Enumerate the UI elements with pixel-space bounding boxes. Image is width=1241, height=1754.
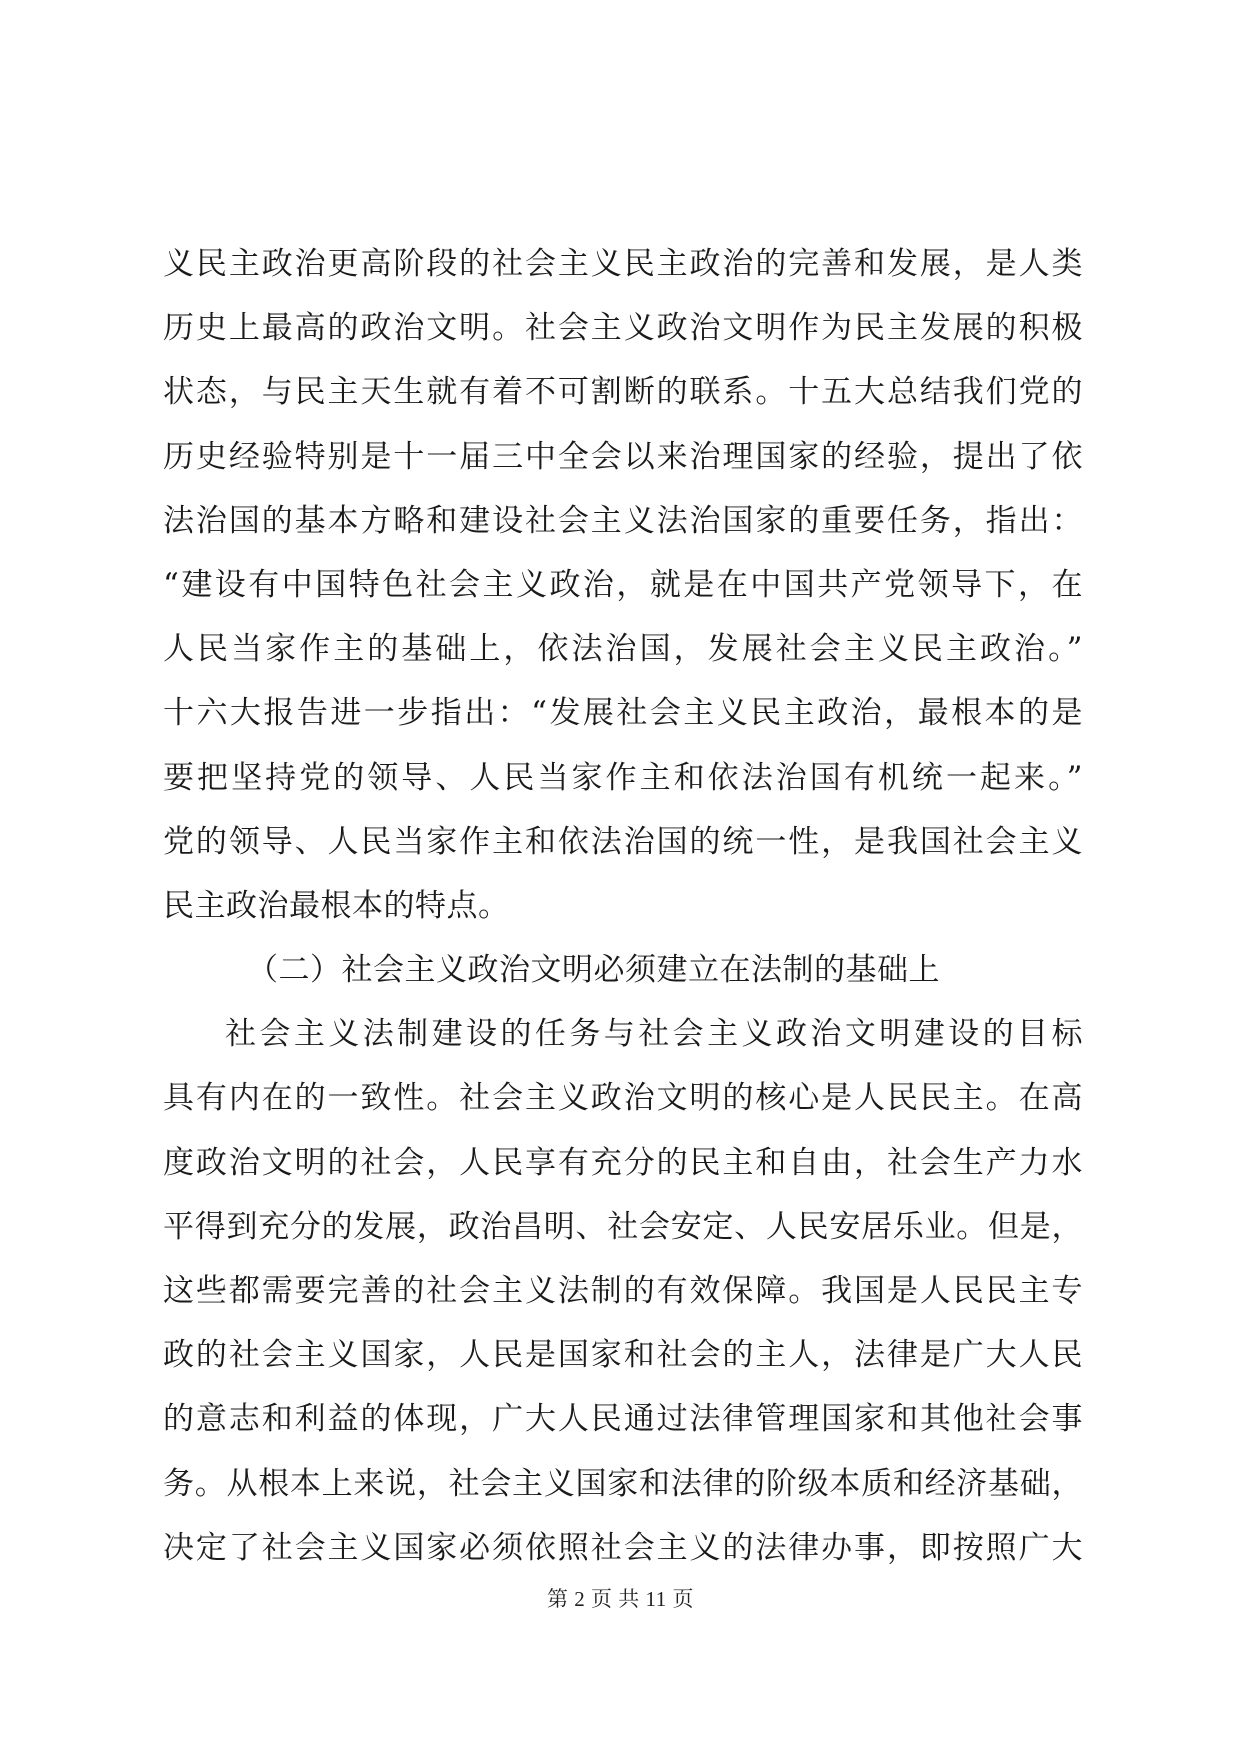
section-heading: （二）社会主义政治文明必须建立在法制的基础上 (247, 952, 940, 989)
paragraph2-line-9: 决定了社会主义国家必须依照社会主义的法律办事，即按照广大 (163, 1529, 1083, 1566)
paragraph2-line-2: 具有内在的一致性。社会主义政治文明的核心是人民民主。在高 (163, 1080, 1083, 1117)
paragraph-line-6: “建设有中国特色社会主义政治，就是在中国共产党领导下，在 (163, 566, 1083, 603)
paragraph-line-9: 要把坚持党的领导、人民当家作主和依法治国有机统一起来。” (163, 759, 1083, 796)
paragraph2-line-8: 务。从根本上来说，社会主义国家和法律的阶级本质和经济基础， (163, 1465, 1083, 1502)
paragraph2-line-4: 平得到充分的发展，政治昌明、社会安定、人民安居乐业。但是， (163, 1208, 1083, 1245)
paragraph-line-10: 党的领导、人民当家作主和依法治国的统一性，是我国社会主义 (163, 823, 1083, 860)
paragraph-line-3: 状态，与民主天生就有着不可割断的联系。十五大总结我们党的 (163, 374, 1083, 411)
paragraph-line-2: 历史上最高的政治文明。社会主义政治文明作为民主发展的积极 (163, 310, 1083, 347)
paragraph-line-5: 法治国的基本方略和建设社会主义法治国家的重要任务，指出： (163, 502, 1083, 539)
paragraph2-line-3: 度政治文明的社会，人民享有充分的民主和自由，社会生产力水 (163, 1144, 1083, 1181)
paragraph-line-8: 十六大报告进一步指出：“发展社会主义民主政治，最根本的是 (163, 695, 1083, 732)
paragraph-line-11: 民主政治最根本的特点。 (163, 887, 510, 924)
paragraph-line-1: 义民主政治更高阶段的社会主义民主政治的完善和发展，是人类 (163, 246, 1083, 282)
paragraph2-line-6: 政的社会主义国家，人民是国家和社会的主人，法律是广大人民 (163, 1337, 1083, 1374)
paragraph2-line-5: 这些都需要完善的社会主义法制的有效保障。我国是人民民主专 (163, 1273, 1083, 1309)
page-number-footer: 第 2 页 共 11 页 (547, 1587, 694, 1611)
paragraph-line-7: 人民当家作主的基础上，依法治国，发展社会主义民主政治。” (163, 631, 1083, 668)
page-body (163, 232, 1083, 1580)
paragraph2-line-1: 社会主义法制建设的任务与社会主义政治文明建设的目标 (225, 1016, 1083, 1053)
paragraph-line-4: 历史经验特别是十一届三中全会以来治理国家的经验，提出了依 (163, 438, 1083, 475)
paragraph2-line-7: 的意志和利益的体现，广大人民通过法律管理国家和其他社会事 (163, 1401, 1083, 1438)
